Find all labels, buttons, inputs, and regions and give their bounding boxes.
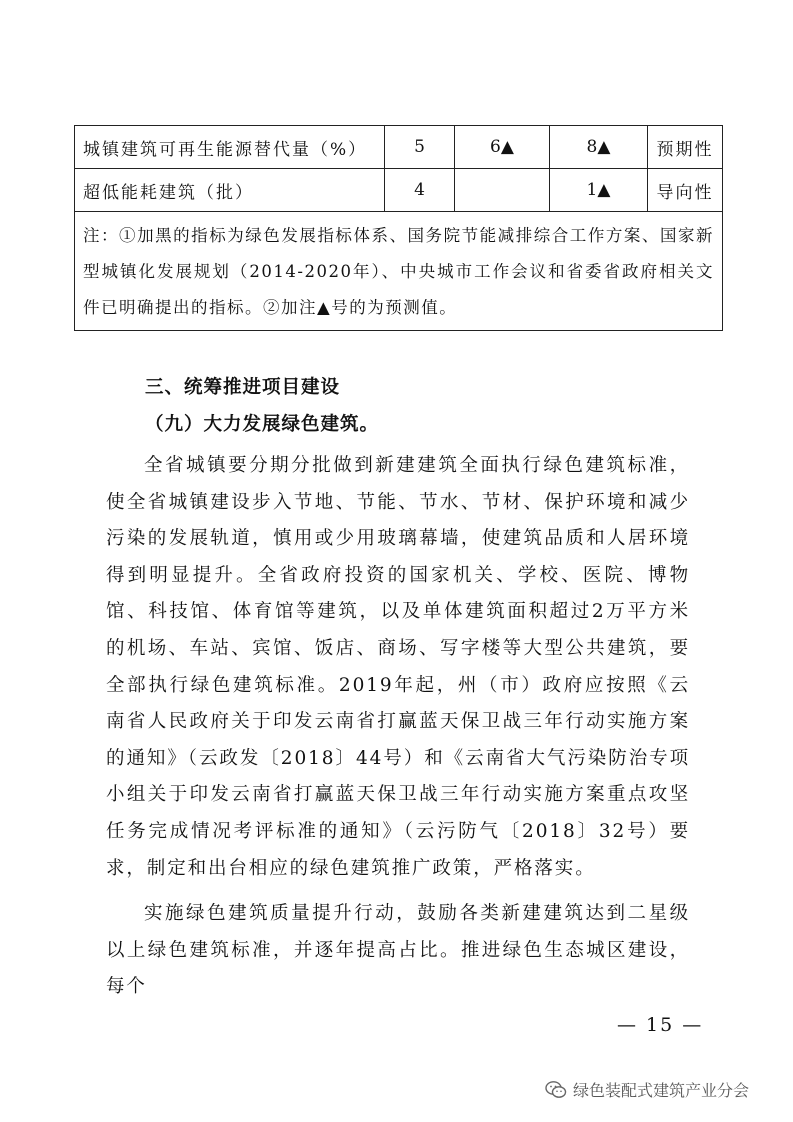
table-row: [75, 126, 723, 169]
table-row: [75, 169, 723, 212]
wechat-icon: [545, 1080, 567, 1100]
sub-heading: （九）大力发展绿色建筑。: [145, 414, 380, 435]
body-paragraph: 全省城镇要分期分批做到新建建筑全面执行绿色建筑标准，使全省城镇建设步入节地、节能、节水、节材、保护环境和减少污染的发展轨道，慎用或少用玻璃幕墙，使建筑品质和人居环境得到明显提升。全省政府投资的国家机关、学校、医院、博物馆、科技馆、体育馆等建筑，以及单体建筑面积超过2万平方米的机场、车站、宾馆、饭店、商场、写字楼等大型公共建筑，要全部执行绿色建筑标准。2019年起，州（市）政府应按照《云南省人民政府关于印发云南省打赢蓝天保卫战三年行动实施方案的通知》（云政发〔2018〕44号）和《云南省大气污染防治专项小组关于印发云南省打赢蓝天保卫战三年行动实施方案重点攻坚任务完成情况考评标准的通知》（云污防气〔2018〕32号）要求，制定和出台相应的绿色建筑推广政策，严格落实。: [106, 455, 690, 879]
indicator-value: 8▲: [550, 126, 648, 169]
table-note-row: [75, 212, 723, 331]
indicator-value: 6▲: [455, 126, 550, 169]
indicator-type: 预期性: [648, 126, 723, 169]
indicator-name: 超低能耗建筑（批）: [75, 169, 385, 212]
indicator-value: 1▲: [550, 169, 648, 212]
watermark-text: 绿色装配式建筑产业分会: [573, 1081, 750, 1100]
indicator-type: 导向性: [648, 169, 723, 212]
watermark: [545, 1078, 749, 1101]
body-paragraph: 实施绿色建筑质量提升行动，鼓励各类新建建筑达到二星级以上绿色建筑标准，并逐年提高占比。推进绿色生态城区建设，每个: [106, 903, 690, 998]
section-heading: 三、统筹推进项目建设: [145, 377, 341, 398]
indicator-table: [74, 125, 723, 331]
indicator-value: 5: [385, 126, 455, 169]
table-note: 注：①加黑的指标为绿色发展指标体系、国务院节能减排综合工作方案、国家新型城镇化发展规划（2014-2020年）、中央城市工作会议和省委省政府相关文件已明确提出的指标。②加注▲号的为预测值。: [75, 212, 723, 331]
indicator-value: 4: [385, 169, 455, 212]
indicator-name: 城镇建筑可再生能源替代量（%）: [75, 126, 385, 169]
page-number: — 15 —: [617, 1014, 704, 1036]
indicator-value: [455, 169, 550, 212]
